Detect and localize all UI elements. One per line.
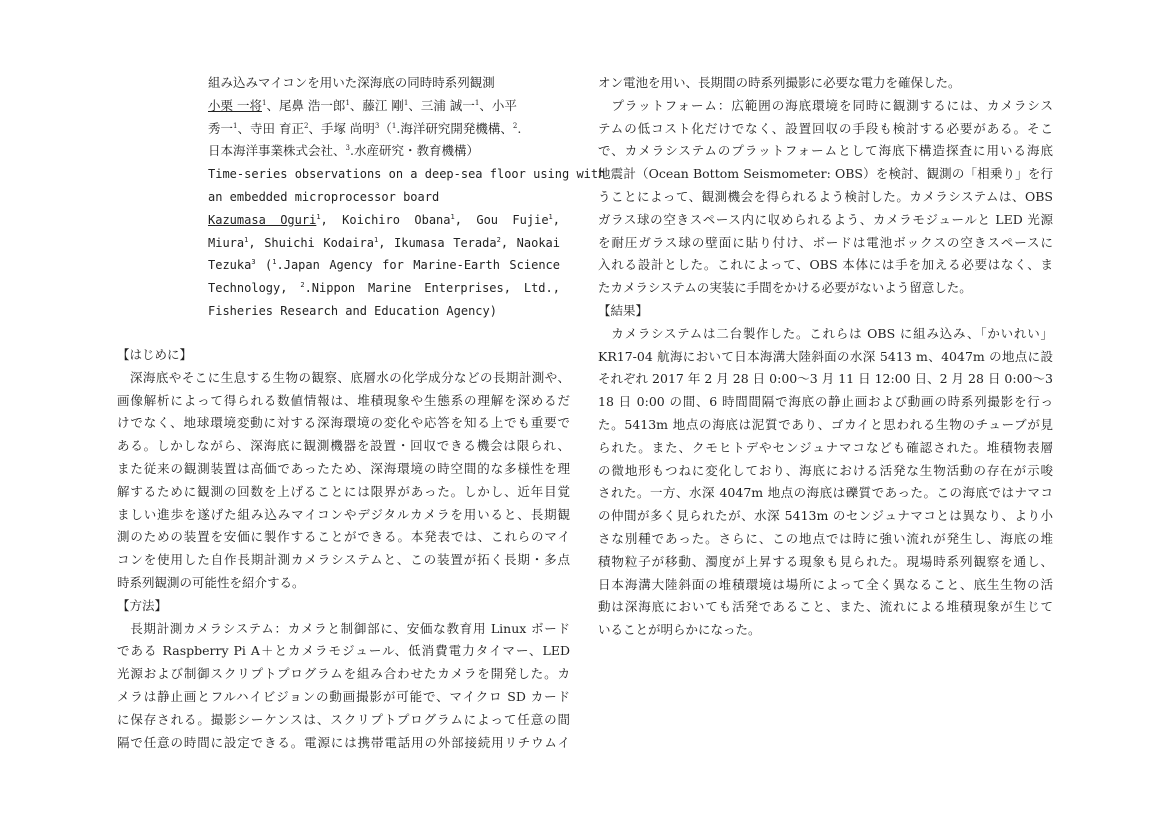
paragraph-line: 光源および制御スクリプトプログラムを組み合わせたカメラを開発した。カ (117, 666, 570, 682)
english-author-line (208, 209, 560, 232)
english-author-list (208, 209, 560, 323)
author-text: 秀一 (208, 120, 234, 136)
english-title-line: an embedded microprocessor board (208, 189, 440, 204)
paragraph-line: 動は深海底においても活発であること、また、流れによる堆積現象が生じて (598, 599, 1053, 615)
author-text: Kazumasa Oguri (208, 212, 317, 227)
paragraph-line: テムの低コスト化だけでなく、設置回収の手段も検討する必要がある。そこ (598, 120, 1053, 136)
section-heading: 【結果】 (598, 302, 649, 318)
affiliation-marker: 1 (474, 98, 480, 107)
author-text: , Naokai (500, 235, 560, 250)
affiliation-marker: 3 (251, 258, 256, 267)
paragraph-line: である Raspberry Pi A＋とカメラモジュール、低消費電力タイマー、LED (117, 643, 570, 659)
paragraph-line: 時系列観測の可能性を紹介する。 (117, 574, 305, 590)
affiliation-marker: 1 (373, 235, 379, 244)
author-text: , (552, 212, 560, 227)
paragraph-line: 入れる設計とした。これによって、OBS 本体には手を加える必要はなく、ま (598, 257, 1053, 273)
paragraph-line: の仲間が多く見られたが、水深 5413m のセンジュナマコとは異なり、より小 (598, 508, 1053, 524)
paragraph-line: カメラシステムは二台製作した。これらは OBS に組み込み、「かいれい」 (598, 325, 1053, 341)
author-text: 、手塚 尚明 (308, 120, 375, 136)
english-author-line (208, 300, 560, 323)
affiliation-marker: 1 (233, 121, 238, 130)
english-title-line: Time-series observations on a deep-sea floor using with (208, 167, 606, 182)
affiliation-marker: 3 (374, 121, 380, 130)
paragraph-line: いることが明らかになった。 (598, 622, 761, 638)
author-text: 日本海洋事業株式会社、 (208, 143, 346, 159)
affiliation-marker: 2 (303, 121, 309, 130)
paragraph-line: 測のための装置を安価に製作することができる。本発表では、これらのマイ (117, 529, 570, 545)
paragraph-line: それぞれ 2017 年 2 月 28 日 0:00〜3 月 11 日 12:00 日、2 月 28 日 0:00〜3 (598, 371, 1053, 387)
author-text: ( (255, 258, 273, 273)
paragraph-line: コンを使用した自作長期計測カメラシステムと、この装置が拓く長期・多点 (117, 552, 570, 568)
paragraph-line: オン電池を用い、長期間の時系列撮影に必要な電力を確保した。 (598, 75, 961, 90)
paragraph-line: たカメラシステムの実装に手間をかける必要がないよう留意した。 (598, 280, 972, 296)
author-text: 、藤江 剛 (349, 97, 404, 113)
paragraph-line: また従来の観測装置は高価であったため、深海環境の時空間的な多様性を理 (117, 460, 570, 476)
affiliation-marker: 2 (512, 121, 518, 130)
paragraph-line: 地震計（Ocean Bottom Seismometer: OBS）を検討、観測の「相乗り」を行 (598, 166, 1053, 182)
paragraph-line: プラットフォーム：広範囲の海底環境を同時に観測するには、カメラシス (598, 97, 1053, 113)
japanese-author-line (208, 118, 560, 141)
english-title (208, 163, 606, 209)
author-text: .Japan Agency for Marine-Earth Science (276, 258, 560, 273)
right-column-body (598, 72, 1053, 642)
author-text: , Shuichi Kodaira (248, 235, 374, 250)
english-author-line (208, 232, 560, 255)
affiliation-marker: 1 (450, 212, 455, 221)
paragraph-line: 深海底やそこに生息する生物の観察、底層水の化学成分などの長期計測や、 (117, 369, 570, 385)
author-text: . (517, 120, 522, 136)
affiliation-marker: 2 (300, 281, 305, 290)
paragraph-line: うことによって、観測機会を得られるよう検討した。カメラシステムは、OBS (598, 188, 1053, 204)
paragraph-line: KR17-04 航海において日本海溝大陸斜面の水深 5413 m、4047m の地点に設 (598, 348, 1053, 364)
japanese-author-line (208, 95, 560, 118)
paragraph-line: けでなく、地球環境変動に対する深海環境の変化や応答を知る上でも重要で (117, 415, 570, 431)
author-text: .海洋研究開発機構、 (396, 120, 513, 136)
left-column-body (117, 344, 570, 754)
paragraph-line: ある。しかしながら、深海底に観測機器を設置・回収できる機会は限られ、 (117, 438, 570, 454)
section-heading: 【はじめに】 (117, 347, 193, 362)
paragraph-line: 18 日 0:00 の間、6 時間間隔で海底の静止画および動画の時系列撮影を行っ (598, 394, 1053, 410)
author-text: 小栗 一将 (208, 97, 262, 113)
paragraph-line: を耐圧ガラス球の壁面に貼り付け、ボードは電池ボックスの空きスペースに (598, 234, 1053, 250)
author-text: .Nippon Marine Enterprises, Ltd., (304, 281, 560, 296)
english-author-line (208, 254, 560, 277)
section-heading: 【方法】 (117, 597, 168, 613)
paragraph-line: 解するために観測の回数を上げることには限界があった。しかし、近年目覚 (117, 483, 570, 499)
author-text: 、三浦 誠一 (408, 97, 475, 113)
author-text: 、小平 (479, 97, 517, 113)
paragraph-line: 画像解析によって得られる数値情報は、堆積現象や生態系の理解を深めるだ (117, 392, 570, 408)
paragraph-line: で、カメラシステムのプラットフォームとして海底下構造探査に用いる海底 (598, 143, 1053, 159)
japanese-author-line (208, 140, 560, 163)
title-author-block (208, 72, 606, 323)
author-text: 、尾鼻 浩一郎 (266, 97, 346, 113)
author-text: Fisheries Research and Education Agency) (208, 303, 497, 318)
paragraph-line: さな別種であった。さらに、この地点では時に強い流れが発生し、海底の堆 (598, 530, 1053, 546)
paragraph-line: された。一方、水深 4047m 地点の海底は礫質であった。この海底ではナマコ (598, 485, 1053, 501)
paragraph-line: の微地形もつねに変化しており、海底における活発な生物活動の存在が示唆 (598, 462, 1053, 478)
author-text: .水産研究・教育機構） (349, 143, 479, 159)
paragraph-line: 長期計測カメラシステム：カメラと制御部に、安価な教育用 Linux ボード (117, 620, 570, 636)
paragraph-line: 積物粒子が移動、濁度が上昇する現象も見られた。現場時系列観察を通し、 (598, 553, 1053, 569)
paragraph-line: に保存される。撮影シーケンスは、スクリプトプログラムによって任意の間 (117, 711, 570, 727)
paragraph-line: ガラス球の空きスペース内に収められるよう、カメラモジュールと LED 光源 (598, 211, 1053, 227)
author-text: Technology, (208, 281, 301, 296)
affiliation-marker: 1 (391, 121, 397, 130)
japanese-author-list (208, 95, 560, 163)
author-text: （ (379, 120, 392, 136)
author-text: Miura (208, 235, 245, 250)
affiliation-marker: 2 (496, 235, 501, 244)
author-text: 、寺田 育正 (237, 120, 304, 136)
affiliation-marker: 1 (548, 212, 553, 221)
paragraph-line: ましい進歩を遂げた組み込みマイコンやデジタルカメラを用いると、長期観 (117, 506, 570, 522)
affiliation-marker: 1 (345, 98, 350, 107)
author-text: , Gou Fujie (454, 212, 549, 227)
affiliation-marker: 1 (272, 258, 277, 267)
affiliation-marker: 1 (316, 212, 321, 221)
affiliation-marker: 3 (345, 144, 350, 153)
paragraph-line: メラは静止画とフルハイビジョンの動画撮影が可能で、マイクロ SD カード (117, 688, 570, 704)
paragraph-line: られた。また、クモヒトデやセンジュナマコなども確認された。堆積物表層 (598, 439, 1053, 455)
author-text: , Ikumasa Terada (378, 235, 497, 250)
paragraph-line: 隔で任意の時間に設定できる。電源には携帯電話用の外部接続用リチウムイ (117, 734, 570, 750)
affiliation-marker: 1 (403, 98, 409, 107)
author-text: Tezuka (208, 258, 252, 273)
affiliation-marker: 1 (244, 235, 249, 244)
author-text: , Koichiro Obana (320, 212, 451, 227)
affiliation-marker: 1 (261, 98, 267, 107)
paragraph-line: 日本海溝大陸斜面の堆積環境は場所によって全く異なること、底生生物の活 (598, 576, 1053, 592)
english-author-line (208, 277, 560, 300)
paragraph-line: た。5413m 地点の海底は泥質であり、ゴカイと思われる生物のチューブが見 (598, 416, 1053, 432)
japanese-title: 組み込みマイコンを用いた深海底の同時時系列観測 (208, 75, 495, 90)
